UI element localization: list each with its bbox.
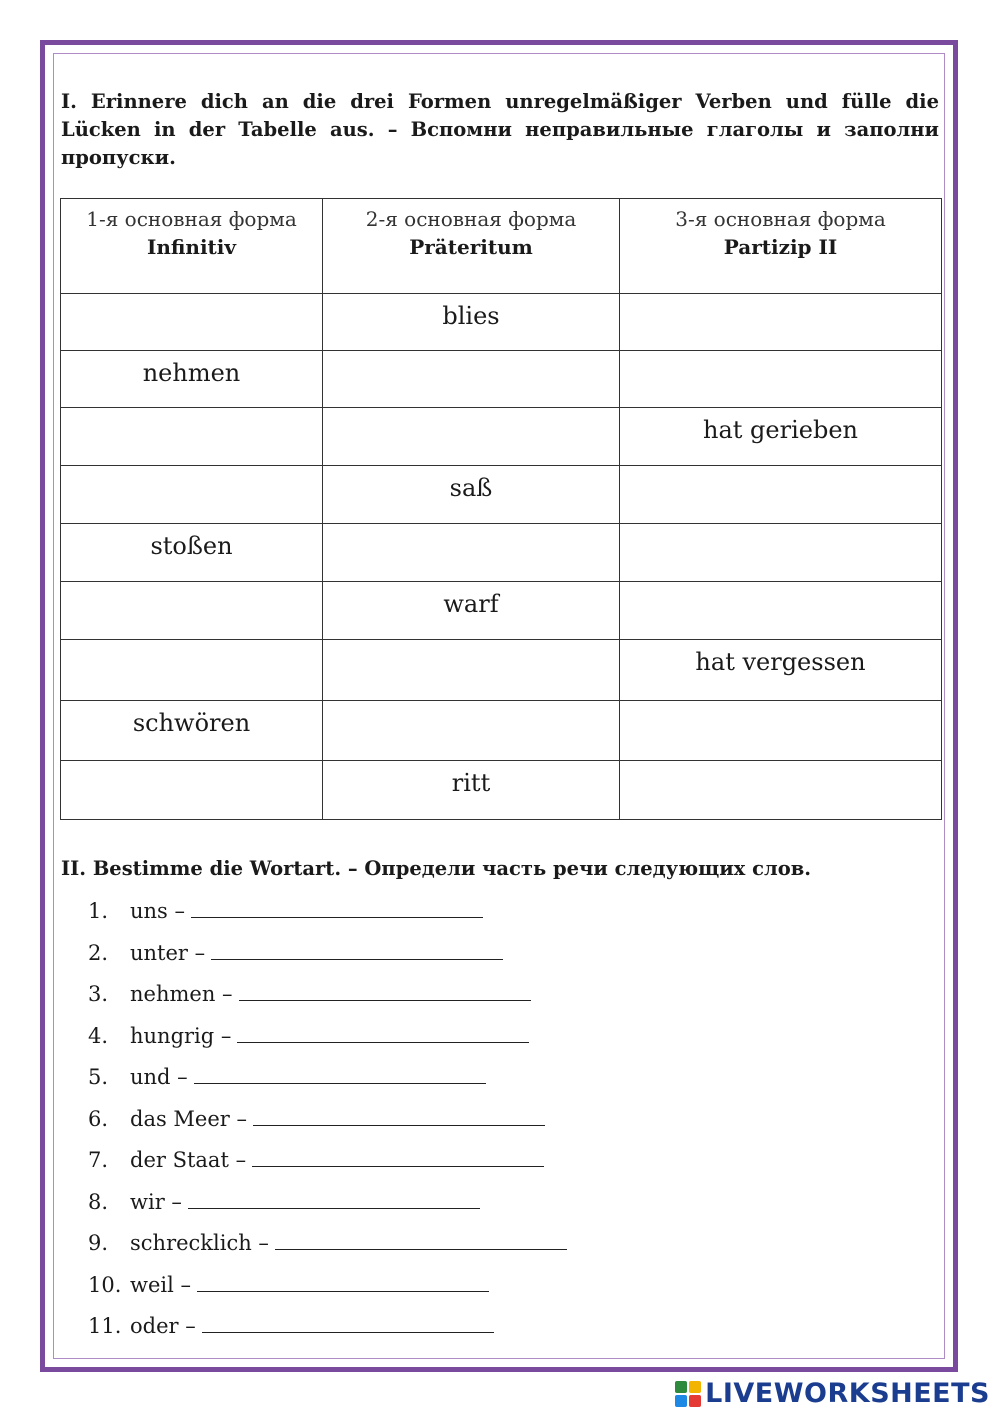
table-row — [61, 640, 942, 701]
table-row — [61, 701, 942, 761]
answer-blank[interactable] — [197, 1273, 489, 1292]
given-verb-form: nehmen — [61, 351, 323, 408]
task2-title: II. Bestimme die Wortart. – Определи часть речи следующих слов. — [61, 857, 812, 880]
table-row — [61, 582, 942, 640]
item-word: das Meer – — [130, 1106, 247, 1131]
item-word: und – — [130, 1065, 188, 1089]
word-list — [88, 897, 567, 1354]
item-word: unter – — [130, 940, 206, 965]
liveworksheets-logo — [675, 1378, 990, 1409]
logo-square — [675, 1381, 687, 1393]
list-item — [88, 1105, 567, 1147]
list-item — [88, 1146, 567, 1188]
blank-cell[interactable] — [323, 351, 620, 408]
item-word: nehmen – — [130, 982, 233, 1006]
item-number: 9. — [88, 1231, 109, 1255]
blank-cell[interactable] — [323, 640, 620, 701]
item-number: 4. — [88, 1023, 109, 1048]
header-ru-label: 3-я основная форма — [675, 207, 886, 231]
brand-name: LIVEWORKSHEETS — [705, 1378, 990, 1409]
answer-blank[interactable] — [253, 1107, 545, 1126]
table-row — [61, 351, 942, 408]
answer-blank[interactable] — [188, 1190, 480, 1209]
item-number: 3. — [88, 982, 109, 1006]
table-header-row — [61, 199, 942, 294]
table-row — [61, 294, 942, 351]
given-verb-form: warf — [323, 582, 620, 640]
blank-cell[interactable] — [620, 351, 942, 408]
header-partizip — [620, 199, 942, 294]
blank-cell[interactable] — [61, 761, 323, 820]
verb-table — [60, 198, 942, 820]
header-praeteritum — [323, 199, 620, 294]
given-verb-form: hat vergessen — [620, 640, 942, 701]
table-row — [61, 408, 942, 466]
table-row — [61, 761, 942, 820]
list-item — [88, 897, 567, 939]
header-de-label: Infinitiv — [146, 235, 237, 259]
blank-cell[interactable] — [61, 294, 323, 351]
given-verb-form: saß — [323, 466, 620, 524]
header-infinitiv — [61, 199, 323, 294]
item-word: wir – — [130, 1189, 182, 1214]
blank-cell[interactable] — [323, 524, 620, 582]
item-word: der Staat – — [130, 1148, 247, 1172]
item-word: uns – — [130, 899, 186, 923]
blank-cell[interactable] — [323, 408, 620, 466]
answer-blank[interactable] — [275, 1231, 567, 1250]
list-item — [88, 1063, 567, 1105]
answer-blank[interactable] — [237, 1024, 529, 1043]
item-number: 11. — [88, 1314, 122, 1338]
blank-cell[interactable] — [620, 294, 942, 351]
item-word: schrecklich – — [130, 1231, 269, 1255]
answer-blank[interactable] — [252, 1148, 544, 1167]
blank-cell[interactable] — [620, 466, 942, 524]
answer-blank[interactable] — [211, 941, 503, 960]
item-number: 6. — [88, 1106, 109, 1131]
answer-blank[interactable] — [202, 1314, 494, 1333]
answer-blank[interactable] — [239, 982, 531, 1001]
list-item — [88, 1188, 567, 1230]
item-number: 5. — [88, 1065, 109, 1089]
answer-blank[interactable] — [191, 899, 483, 918]
table-row — [61, 466, 942, 524]
blank-cell[interactable] — [620, 701, 942, 761]
given-verb-form: blies — [323, 294, 620, 351]
blank-cell[interactable] — [61, 582, 323, 640]
item-word: hungrig – — [130, 1023, 232, 1048]
blank-cell[interactable] — [620, 761, 942, 820]
list-item — [88, 1312, 567, 1354]
given-verb-form: schwören — [61, 701, 323, 761]
list-item — [88, 1229, 567, 1271]
item-number: 8. — [88, 1189, 109, 1214]
blank-cell[interactable] — [61, 640, 323, 701]
task1-title: I. Erinnere dich an die drei Formen unregelmäßiger Verben und fülle die Lücken in der Tabelle aus. – Вспомни неправильные глаголы и заполни пропуски. — [61, 90, 939, 169]
blank-cell[interactable] — [61, 466, 323, 524]
item-number: 1. — [88, 899, 109, 923]
given-verb-form: hat gerieben — [620, 408, 942, 466]
table-row — [61, 524, 942, 582]
list-item — [88, 980, 567, 1022]
header-de-label: Präteritum — [409, 235, 533, 259]
given-verb-form: stoßen — [61, 524, 323, 582]
blank-cell[interactable] — [620, 582, 942, 640]
logo-square — [689, 1395, 701, 1407]
header-de-label: Partizip II — [723, 235, 838, 259]
item-number: 2. — [88, 940, 109, 965]
blank-cell[interactable] — [61, 408, 323, 466]
list-item — [88, 939, 567, 981]
logo-icon — [675, 1381, 701, 1407]
item-number: 10. — [88, 1272, 122, 1297]
blank-cell[interactable] — [323, 701, 620, 761]
item-word: oder – — [130, 1314, 196, 1338]
item-word: weil – — [130, 1272, 192, 1297]
answer-blank[interactable] — [194, 1065, 486, 1084]
item-number: 7. — [88, 1148, 109, 1172]
header-ru-label: 1-я основная форма — [86, 207, 297, 231]
given-verb-form: ritt — [323, 761, 620, 820]
list-item — [88, 1271, 567, 1313]
blank-cell[interactable] — [620, 524, 942, 582]
logo-square — [675, 1395, 687, 1407]
list-item — [88, 1022, 567, 1064]
logo-square — [689, 1381, 701, 1393]
header-ru-label: 2-я основная форма — [365, 207, 577, 231]
